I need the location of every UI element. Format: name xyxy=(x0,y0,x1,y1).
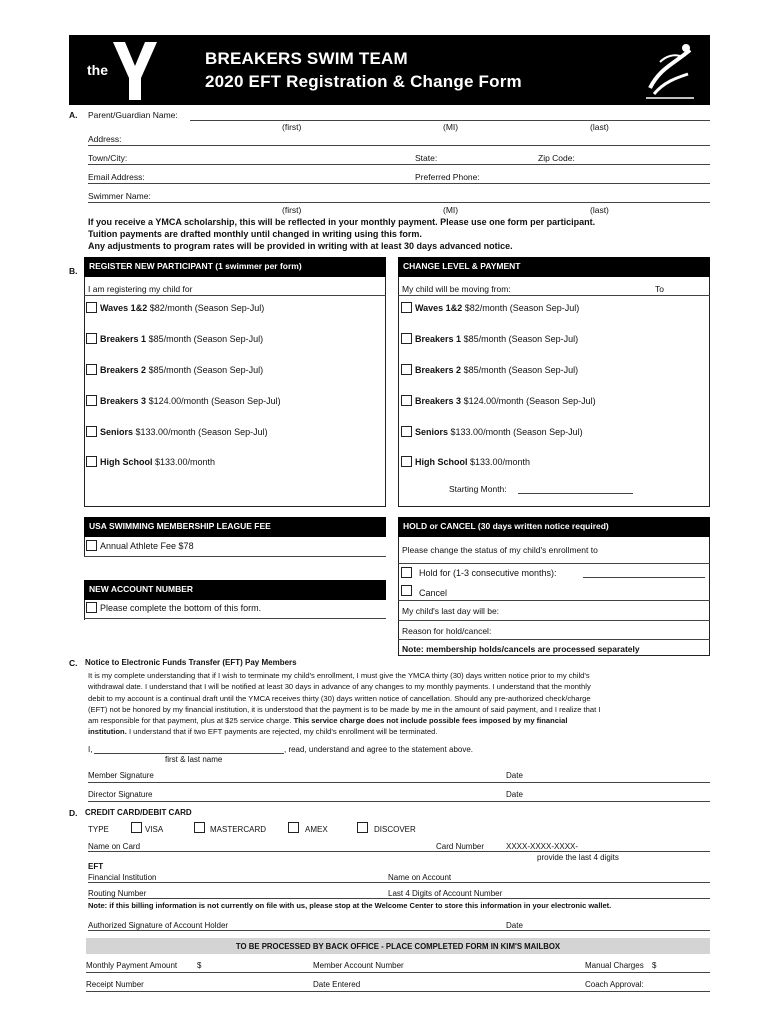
usa-bottom-line xyxy=(84,556,386,557)
register-divider xyxy=(84,295,386,296)
parent-name-line[interactable] xyxy=(190,120,710,121)
member-signature-line[interactable] xyxy=(88,782,710,783)
reason-label: Reason for hold/cancel: xyxy=(402,626,492,636)
hold-label: Hold for (1-3 consecutive months): xyxy=(419,568,557,578)
usa-option-label: Annual Athlete Fee $78 xyxy=(100,541,194,551)
discover-checkbox[interactable] xyxy=(357,822,368,833)
member-date-label: Date xyxy=(506,771,523,780)
register-checkbox[interactable] xyxy=(86,395,97,406)
swimmer-name-line[interactable] xyxy=(88,202,710,203)
option-price: $124.00/month (Season Sep-Jul) xyxy=(148,396,281,406)
financial-line[interactable] xyxy=(88,882,710,883)
section-c-letter: C. xyxy=(69,658,78,668)
new-account-checkbox[interactable] xyxy=(86,602,97,613)
option-price: $133.00/month (Season Sep-Jul) xyxy=(135,427,268,437)
option-price: $133.00/month xyxy=(470,457,531,467)
hold-header: HOLD or CANCEL (30 days written notice required) xyxy=(398,517,710,537)
eft-notice-body xyxy=(88,670,710,738)
visa-checkbox[interactable] xyxy=(131,822,142,833)
mastercard-checkbox[interactable] xyxy=(194,822,205,833)
director-date-label: Date xyxy=(506,790,523,799)
discover-label: DISCOVER xyxy=(374,825,416,834)
card-type-label: TYPE xyxy=(88,825,109,834)
director-signature-line[interactable] xyxy=(88,801,710,802)
name-on-card-label: Name on Card xyxy=(88,842,141,851)
authorized-signature-line[interactable] xyxy=(88,930,710,931)
change-checkbox[interactable] xyxy=(401,426,412,437)
option-name: Breakers 2 xyxy=(100,365,147,375)
usa-left-border xyxy=(84,537,85,557)
logo-the-text: the xyxy=(87,62,108,78)
option-name: Waves 1&2 xyxy=(415,303,463,313)
ymca-logo xyxy=(79,38,165,102)
manual-charges-label: Manual Charges xyxy=(585,961,644,970)
section-b-letter: B. xyxy=(69,266,78,276)
last4-caption: provide the last 4 digits xyxy=(537,853,619,862)
amex-checkbox[interactable] xyxy=(288,822,299,833)
card-section-title: CREDIT CARD/DEBIT CARD xyxy=(85,808,192,817)
register-checkbox[interactable] xyxy=(86,426,97,437)
option-price: $85/month (Season Sep-Jul) xyxy=(463,365,579,375)
back-office-title: TO BE PROCESSED BY BACK OFFICE - PLACE COMPLETED FORM IN KIM'S MAILBOX xyxy=(235,942,561,951)
swimmer-last-caption: (last) xyxy=(590,205,609,215)
register-checkbox[interactable] xyxy=(86,333,97,344)
new-account-left-border xyxy=(84,600,85,620)
agree-name-line[interactable] xyxy=(94,753,284,754)
account-last4-label: Last 4 Digits of Account Number xyxy=(388,889,503,898)
option-name: Seniors xyxy=(415,427,449,437)
option-name: Breakers 3 xyxy=(100,396,147,406)
register-checkbox[interactable] xyxy=(86,302,97,313)
card-number-label: Card Number xyxy=(436,842,485,851)
eft-line: debit to my account is a continual draft until the YMCA receives thirty (30) days written notice of cancellation. Should any pre-authorized check/charge xyxy=(88,693,591,703)
register-header: REGISTER NEW PARTICIPANT (1 swimmer per form) xyxy=(84,257,386,277)
option-name: Breakers 1 xyxy=(100,334,147,344)
zip-label: Zip Code: xyxy=(538,153,575,163)
monthly-dollar: $ xyxy=(197,961,202,970)
usa-checkbox[interactable] xyxy=(86,540,97,551)
receipt-number-label: Receipt Number xyxy=(86,980,144,989)
hold-divider4 xyxy=(398,639,710,640)
hold-checkbox[interactable] xyxy=(401,567,412,578)
swimmer-name-label: Swimmer Name: xyxy=(88,191,151,201)
agree-suffix: , read, understand and agree to the statement above. xyxy=(284,745,474,754)
back-office-line1[interactable] xyxy=(86,972,710,973)
eft-line: It is my complete understanding that if I wish to terminate my child's enrollment, I must give the YMCA thirty (30) days written notice prior to my child's xyxy=(88,671,590,680)
parent-name-label: Parent/Guardian Name: xyxy=(88,110,178,120)
option-name: Waves 1&2 xyxy=(100,303,148,313)
eft-line: withdrawal date. I understand that I will be notified at least 30 days in advance of any changes to my monthly payments. I understand that the monthly xyxy=(88,682,591,692)
visa-label: VISA xyxy=(145,825,164,834)
back-office-line2[interactable] xyxy=(86,991,710,992)
adjustments-note: Any adjustments to program rates will be provided in writing with at least 30 days advanced notice. xyxy=(88,241,513,251)
option-price: $85/month (Season Sep-Jul) xyxy=(463,334,579,344)
option-name: Breakers 3 xyxy=(415,396,462,406)
change-to-label: To xyxy=(655,284,664,294)
option-price: $124.00/month (Season Sep-Jul) xyxy=(463,396,596,406)
change-header: CHANGE LEVEL & PAYMENT xyxy=(398,257,710,277)
option-price: $85/month (Season Sep-Jul) xyxy=(148,334,264,344)
section-a-letter: A. xyxy=(69,110,78,120)
eft-line5-start: am responsible for that payment, plus at $25 service charge. xyxy=(88,716,292,726)
change-checkbox[interactable] xyxy=(401,333,412,344)
hold-note: Note: membership holds/cancels are processed separately xyxy=(402,644,640,654)
tuition-note: Tuition payments are drafted monthly until changed in writing using this form. xyxy=(88,229,422,239)
date-entered-label: Date Entered xyxy=(313,980,361,989)
cancel-checkbox[interactable] xyxy=(401,585,412,596)
swimmer-icon xyxy=(640,38,700,102)
routing-line[interactable] xyxy=(88,898,710,899)
option-name: Breakers 1 xyxy=(415,334,462,344)
manual-dollar: $ xyxy=(652,961,657,970)
name-on-account-label: Name on Account xyxy=(388,873,452,882)
address-label: Address: xyxy=(88,134,122,144)
eft-line6-bold: institution. xyxy=(88,727,127,737)
option-name: Breakers 2 xyxy=(415,365,462,375)
hold-months-line[interactable] xyxy=(583,577,705,578)
amex-label: AMEX xyxy=(305,825,328,834)
card-number-mask: XXXX-XXXX-XXXX- xyxy=(506,842,579,851)
starting-month-label: Starting Month: xyxy=(449,484,507,494)
change-checkbox[interactable] xyxy=(401,456,412,467)
member-account-label: Member Account Number xyxy=(313,961,404,970)
option-price: $82/month (Season Sep-Jul) xyxy=(464,303,580,313)
email-line[interactable] xyxy=(88,183,710,184)
swimmer-first-caption: (first) xyxy=(282,205,302,215)
new-account-label: Please complete the bottom of this form. xyxy=(100,603,262,613)
form-title-line2: 2020 EFT Registration & Change Form xyxy=(205,72,522,91)
card-line[interactable] xyxy=(88,851,710,852)
cancel-label: Cancel xyxy=(419,588,448,598)
change-checkbox[interactable] xyxy=(401,395,412,406)
address-line[interactable] xyxy=(88,145,710,146)
section-d-letter: D. xyxy=(69,808,78,818)
authorized-date-label: Date xyxy=(506,921,523,930)
eft-line: (EFT) not be honored by my financial institution, it is understood that the payment is to be made by me in the amount of said payment, and I realize that I xyxy=(88,704,601,714)
parent-mi-caption: (MI) xyxy=(443,122,459,132)
agree-prefix: I, xyxy=(88,745,93,754)
new-account-header: NEW ACCOUNT NUMBER xyxy=(84,580,386,600)
option-name: Seniors xyxy=(100,427,134,437)
logo-ymca-text: YMCA xyxy=(140,79,152,95)
change-checkbox[interactable] xyxy=(401,364,412,375)
starting-month-line[interactable] xyxy=(518,493,633,494)
option-name: High School xyxy=(415,457,468,467)
coach-approval-label: Coach Approval: xyxy=(585,980,644,989)
last-day-label: My child's last day will be: xyxy=(402,606,500,616)
register-checkbox[interactable] xyxy=(86,456,97,467)
member-signature-label: Member Signature xyxy=(88,771,154,780)
director-signature-label: Director Signature xyxy=(88,790,153,799)
authorized-signature-label: Authorized Signature of Account Holder xyxy=(88,921,229,930)
change-subtitle: My child will be moving from: xyxy=(402,284,511,294)
option-price: $85/month (Season Sep-Jul) xyxy=(148,365,264,375)
town-label: Town/City: xyxy=(88,153,128,163)
register-checkbox[interactable] xyxy=(86,364,97,375)
eft-line6-rest: I understand that if two EFT payments are rejected, my child's enrollment will be terminated. xyxy=(128,727,438,737)
hold-divider2 xyxy=(398,600,710,601)
new-account-bottom-line xyxy=(84,618,386,619)
financial-institution-label: Financial Institution xyxy=(88,873,157,882)
change-checkbox[interactable] xyxy=(401,302,412,313)
change-divider xyxy=(398,295,710,296)
routing-label: Routing Number xyxy=(88,889,147,898)
parent-last-caption: (last) xyxy=(590,122,609,132)
hold-line1: Please change the status of my child's enrollment to xyxy=(402,545,598,555)
scholarship-note: If you receive a YMCA scholarship, this will be reflected in your monthly payment. Please use one form per participant. xyxy=(88,217,596,227)
register-subtitle: I am registering my child for xyxy=(88,284,193,294)
monthly-payment-label: Monthly Payment Amount xyxy=(86,961,178,970)
billing-note: Note: if this billing information is not currently on file with us, please stop at the Welcome Center to store this information in your electronic wallet. xyxy=(88,901,612,910)
option-price: $133.00/month (Season Sep-Jul) xyxy=(450,427,583,437)
town-line[interactable] xyxy=(88,164,710,165)
email-label: Email Address: xyxy=(88,172,145,182)
usa-header: USA SWIMMING MEMBERSHIP LEAGUE FEE xyxy=(84,517,386,537)
hold-divider3 xyxy=(398,620,710,621)
option-price: $82/month (Season Sep-Jul) xyxy=(149,303,265,313)
first-last-caption: first & last name xyxy=(165,755,223,764)
form-title-line1: BREAKERS SWIM TEAM xyxy=(205,49,408,68)
eft-notice-title: Notice to Electronic Funds Transfer (EFT) Pay Members xyxy=(85,658,297,667)
phone-label: Preferred Phone: xyxy=(415,172,480,182)
option-name: High School xyxy=(100,457,153,467)
mastercard-label: MASTERCARD xyxy=(210,825,267,834)
state-label: State: xyxy=(415,153,438,163)
form-header xyxy=(69,35,710,105)
option-price: $133.00/month xyxy=(155,457,216,467)
swimmer-mi-caption: (MI) xyxy=(443,205,459,215)
eft-line5-bold: This service charge does not include possible fees imposed by my financial xyxy=(293,716,568,726)
eft-label: EFT xyxy=(88,862,104,871)
hold-divider1 xyxy=(398,563,710,564)
parent-first-caption: (first) xyxy=(282,122,302,132)
